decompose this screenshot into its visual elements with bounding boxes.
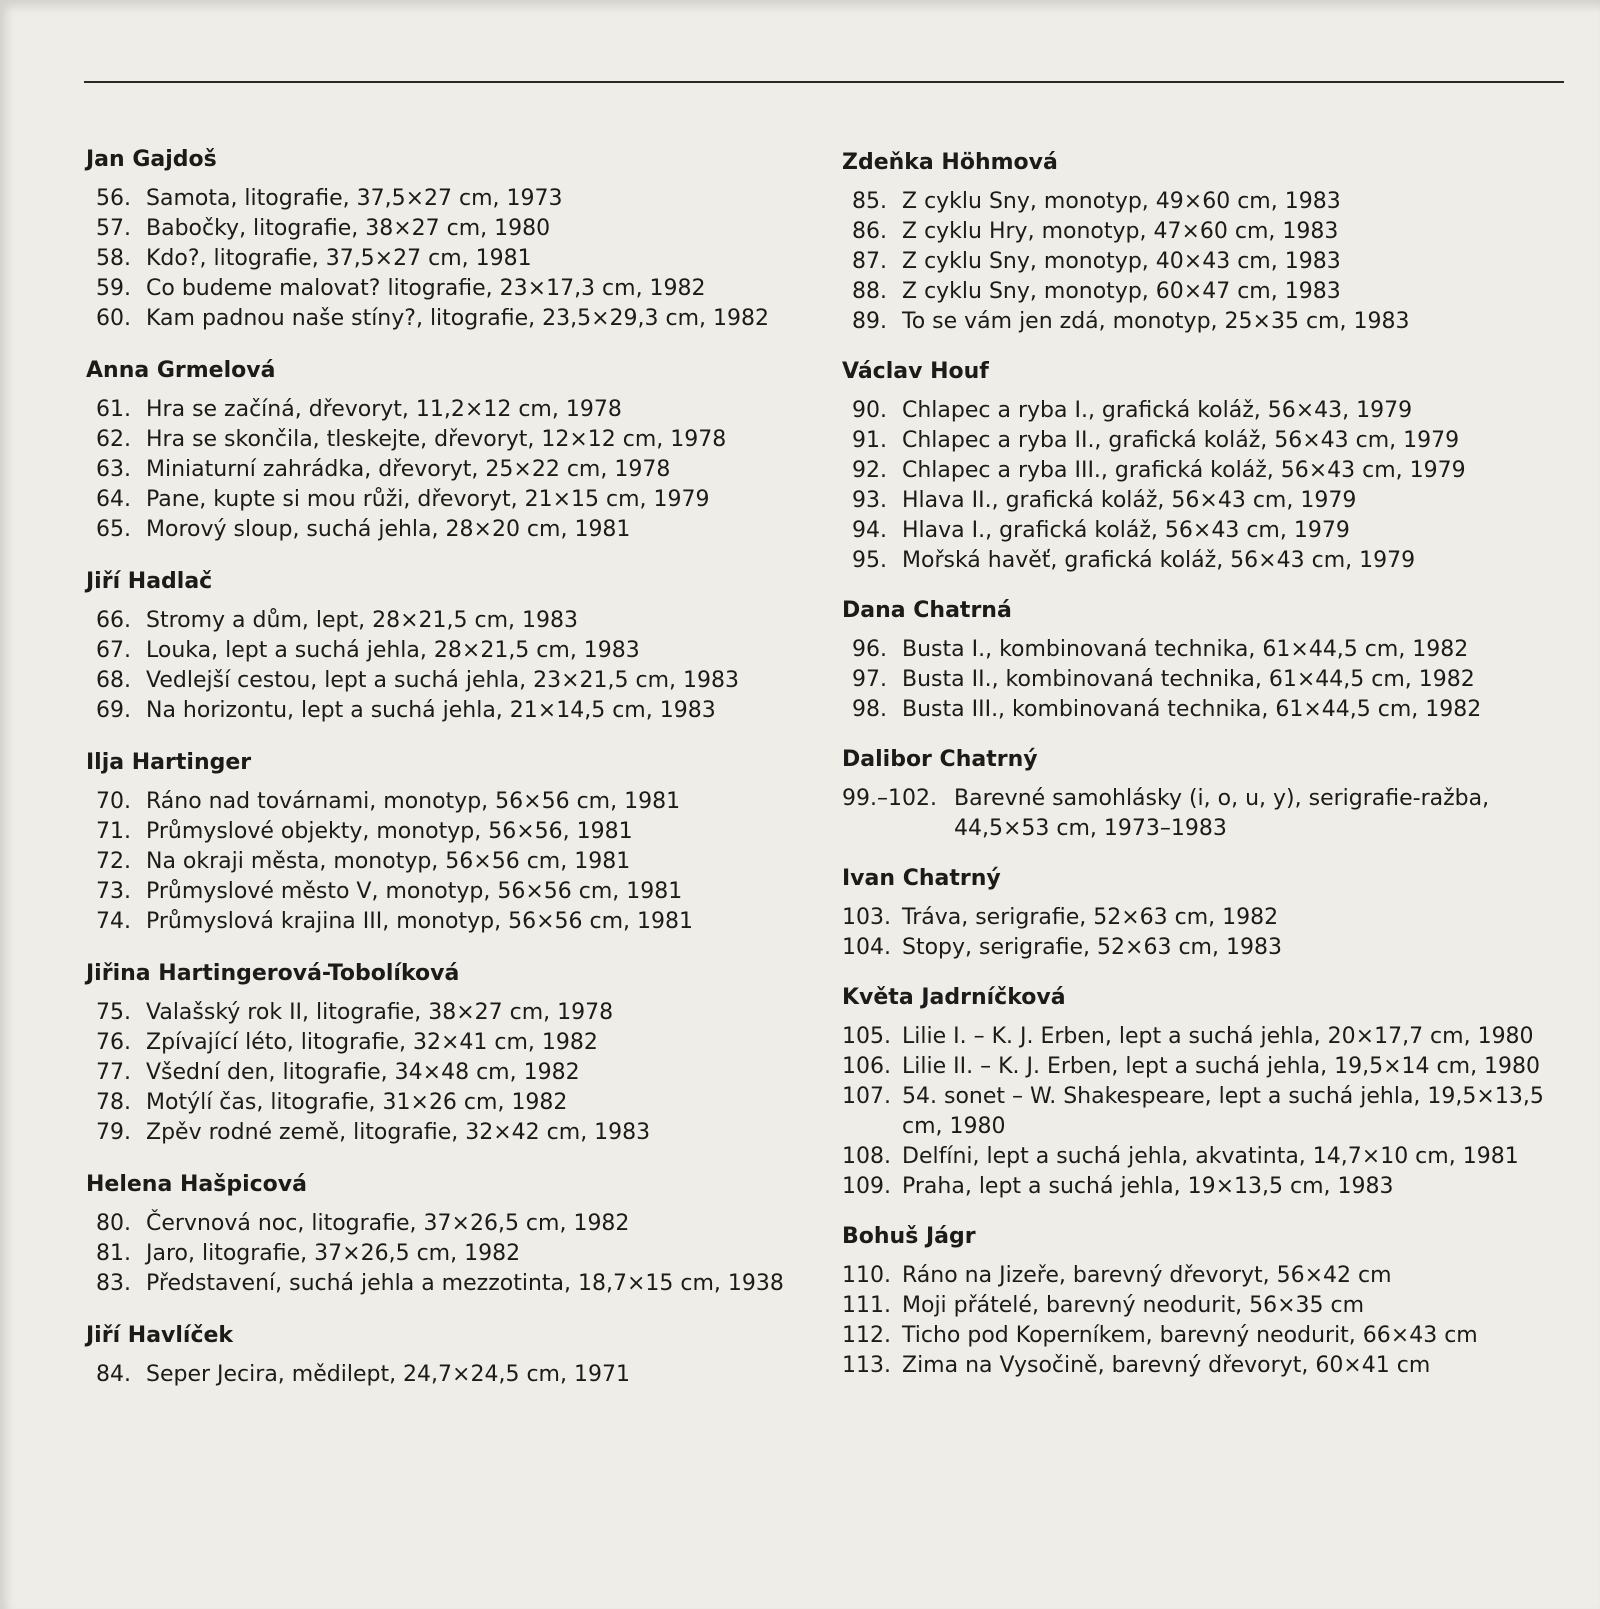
entry-text: Ticho pod Koperníkem, barevný neodurit, 66×43 cm (902, 1323, 1478, 1348)
entry-text: Pane, kupte si mou růži, dřevoryt, 21×15 cm, 1979 (146, 487, 710, 512)
entry-number: 90. (852, 398, 887, 423)
entry-number: 86. (852, 219, 887, 244)
entry-text: Motýlí čas, litografie, 31×26 cm, 1982 (146, 1090, 568, 1115)
entry-number: 93. (852, 488, 887, 513)
entry-text: Představení, suchá jehla a mezzotinta, 18,7×15 cm, 1938 (146, 1271, 784, 1296)
entry-number: 69. (96, 698, 131, 723)
artist-name: Květa Jadrníčková (842, 985, 1066, 1010)
entry-text: Co budeme malovat? litografie, 23×17,3 cm, 1982 (146, 276, 706, 301)
entry-text: Stopy, serigrafie, 52×63 cm, 1983 (902, 935, 1282, 960)
catalog-entry (86, 184, 816, 214)
artist-section (842, 357, 1572, 576)
works-list (842, 1022, 1572, 1202)
catalog-entry (842, 1052, 1572, 1082)
entry-number: 75. (96, 1000, 131, 1025)
catalog-entry (842, 247, 1572, 277)
artist-name: Ivan Chatrný (842, 866, 1001, 891)
artist-section (842, 1222, 1572, 1381)
catalog-entry (86, 455, 816, 485)
entry-number: 112. (842, 1323, 891, 1348)
catalog-entry (86, 847, 816, 877)
catalog-entry (86, 666, 816, 696)
works-list (86, 998, 816, 1148)
catalog-entry (86, 274, 816, 304)
entry-number: 62. (96, 427, 131, 452)
catalog-entry (842, 456, 1572, 486)
entry-text: Všední den, litografie, 34×48 cm, 1982 (146, 1060, 580, 1085)
catalog-entry (86, 485, 816, 515)
catalog-entry (86, 998, 816, 1028)
entry-number: 63. (96, 457, 131, 482)
works-list (842, 1261, 1572, 1381)
works-list (842, 635, 1572, 725)
entry-text: Zpěv rodné země, litografie, 32×42 cm, 1983 (146, 1120, 651, 1145)
entry-text: Červnová noc, litografie, 37×26,5 cm, 1982 (146, 1211, 630, 1236)
entry-number: 105. (842, 1024, 891, 1049)
entry-text: Průmyslová krajina III, monotyp, 56×56 cm, 1981 (146, 909, 694, 934)
entry-number: 110. (842, 1263, 891, 1288)
entry-number: 98. (852, 697, 887, 722)
artist-name: Zdeňka Höhmová (842, 150, 1058, 175)
catalog-entry (842, 426, 1572, 456)
works-list (842, 396, 1572, 576)
artist-section (842, 864, 1572, 963)
catalog-entry (86, 817, 816, 847)
entry-text: Lilie II. – K. J. Erben, lept a suchá jehla, 19,5×14 cm, 1980 (902, 1054, 1541, 1079)
entry-text: Moji přátelé, barevný neodurit, 56×35 cm (902, 1293, 1365, 1318)
entry-number: 56. (96, 186, 131, 211)
catalog-entry (86, 636, 816, 666)
entry-text: Zpívající léto, litografie, 32×41 cm, 1982 (146, 1030, 598, 1055)
entry-text: Zima na Vysočině, barevný dřevoryt, 60×41 cm (902, 1353, 1431, 1378)
catalog-entry (842, 933, 1572, 963)
catalog-entry (86, 1269, 816, 1299)
artist-section (86, 145, 816, 334)
entry-text: Hlava II., grafická koláž, 56×43 cm, 1979 (902, 488, 1357, 513)
catalog-entry (86, 304, 816, 334)
entry-text: Busta III., kombinovaná technika, 61×44,5 cm, 1982 (902, 697, 1482, 722)
works-list (86, 1360, 816, 1390)
works-list (86, 787, 816, 937)
entry-number: 57. (96, 216, 131, 241)
entry-number: 94. (852, 518, 887, 543)
catalog-entry (86, 1360, 816, 1390)
entry-text: 54. sonet – W. Shakespeare, lept a suchá jehla, 19,5×13,5 cm, 1980 (902, 1084, 1544, 1139)
entry-text: Barevné samohlásky (i, o, u, y), serigrafie-ražba, 44,5×53 cm, 1973–1983 (954, 786, 1490, 841)
entry-number: 109. (842, 1174, 891, 1199)
artist-name: Dana Chatrná (842, 598, 1012, 623)
works-list (842, 187, 1572, 337)
catalog-entry (842, 903, 1572, 933)
entry-text: Chlapec a ryba I., grafická koláž, 56×43, 1979 (902, 398, 1413, 423)
entry-number: 107. (842, 1084, 891, 1109)
catalog-entry (86, 606, 816, 636)
catalog-entry (842, 784, 1572, 844)
catalog-entry (86, 1209, 816, 1239)
artist-name: Jiřina Hartingerová-Tobolíková (86, 961, 460, 986)
catalog-entry (842, 486, 1572, 516)
entry-text: Mořská havěť, grafická koláž, 56×43 cm, 1979 (902, 548, 1416, 573)
entry-text: Miniaturní zahrádka, dřevoryt, 25×22 cm, 1978 (146, 457, 671, 482)
entry-number: 78. (96, 1090, 131, 1115)
entry-text: Tráva, serigrafie, 52×63 cm, 1982 (902, 905, 1279, 930)
entry-number: 96. (852, 637, 887, 662)
artist-section (842, 148, 1572, 337)
entry-number: 80. (96, 1211, 131, 1236)
entry-text: Kam padnou naše stíny?, litografie, 23,5×29,3 cm, 1982 (146, 306, 770, 331)
catalog-entry (86, 907, 816, 937)
catalog-entry (842, 695, 1572, 725)
artist-section (842, 983, 1572, 1202)
catalog-entry (86, 515, 816, 545)
entry-number: 91. (852, 428, 887, 453)
right-column (842, 148, 1572, 1381)
artist-section (86, 567, 816, 726)
entry-text: Delfíni, lept a suchá jehla, akvatinta, 14,7×10 cm, 1981 (902, 1144, 1519, 1169)
entry-text: Valašský rok II, litografie, 38×27 cm, 1978 (146, 1000, 614, 1025)
artist-name: Jan Gajdoš (86, 147, 217, 172)
entry-text: Praha, lept a suchá jehla, 19×13,5 cm, 1983 (902, 1174, 1394, 1199)
catalog-entry (86, 244, 816, 274)
entry-text: Hlava I., grafická koláž, 56×43 cm, 1979 (902, 518, 1350, 543)
catalog-entry (842, 1022, 1572, 1052)
entry-number: 104. (842, 935, 891, 960)
entry-text: Seper Jecira, mědilept, 24,7×24,5 cm, 1971 (146, 1362, 630, 1387)
artist-name: Anna Grmelová (86, 358, 276, 383)
catalog-entry (86, 1118, 816, 1148)
catalog-entry (842, 217, 1572, 247)
entry-number: 68. (96, 668, 131, 693)
entry-text: Z cyklu Sny, monotyp, 49×60 cm, 1983 (902, 189, 1341, 214)
works-list (86, 184, 816, 334)
entry-number: 73. (96, 879, 131, 904)
catalog-entry (842, 546, 1572, 576)
artist-section (86, 748, 816, 937)
catalog-entry (842, 516, 1572, 546)
entry-number: 81. (96, 1241, 131, 1266)
entry-number: 77. (96, 1060, 131, 1085)
catalog-entry (842, 635, 1572, 665)
artist-name: Václav Houf (842, 359, 989, 384)
catalog-entry (842, 187, 1572, 217)
entry-text: Stromy a dům, lept, 28×21,5 cm, 1983 (146, 608, 578, 633)
entry-text: Z cyklu Sny, monotyp, 40×43 cm, 1983 (902, 249, 1341, 274)
entry-number: 60. (96, 306, 131, 331)
artist-name: Ilja Hartinger (86, 750, 252, 775)
catalog-entry (86, 1028, 816, 1058)
catalog-entry (86, 1239, 816, 1269)
left-column (86, 145, 816, 1390)
entry-text: Na okraji města, monotyp, 56×56 cm, 1981 (146, 849, 631, 874)
entry-number: 79. (96, 1120, 131, 1145)
catalog-entry (842, 307, 1572, 337)
entry-number: 92. (852, 458, 887, 483)
entry-number: 103. (842, 905, 891, 930)
catalog-entry (86, 696, 816, 726)
entry-text: Průmyslové objekty, monotyp, 56×56, 1981 (146, 819, 633, 844)
entry-number: 59. (96, 276, 131, 301)
entry-number: 65. (96, 517, 131, 542)
entry-number: 64. (96, 487, 131, 512)
catalog-entry (842, 396, 1572, 426)
entry-text: Busta I., kombinovaná technika, 61×44,5 cm, 1982 (902, 637, 1469, 662)
entry-text: Busta II., kombinovaná technika, 61×44,5 cm, 1982 (902, 667, 1475, 692)
entry-number: 88. (852, 279, 887, 304)
entry-text: Z cyklu Hry, monotyp, 47×60 cm, 1983 (902, 219, 1339, 244)
works-list (86, 606, 816, 726)
works-list (842, 903, 1572, 963)
catalog-entry (842, 1142, 1572, 1172)
entry-text: Chlapec a ryba III., grafická koláž, 56×43 cm, 1979 (902, 458, 1466, 483)
entry-text: Morový sloup, suchá jehla, 28×20 cm, 1981 (146, 517, 631, 542)
catalog-entry (842, 1082, 1572, 1142)
catalog-entry (842, 665, 1572, 695)
artist-section (86, 1170, 816, 1299)
entry-text: Vedlejší cestou, lept a suchá jehla, 23×21,5 cm, 1983 (146, 668, 739, 693)
entry-number: 95. (852, 548, 887, 573)
entry-text: To se vám jen zdá, monotyp, 25×35 cm, 1983 (902, 309, 1410, 334)
catalog-entry (86, 425, 816, 455)
top-rule (84, 81, 1564, 83)
entry-number: 67. (96, 638, 131, 663)
entry-number: 74. (96, 909, 131, 934)
catalog-entry (86, 1058, 816, 1088)
artist-name: Jiří Hadlač (86, 569, 213, 594)
entry-text: Na horizontu, lept a suchá jehla, 21×14,5 cm, 1983 (146, 698, 716, 723)
entry-text: Ráno nad továrnami, monotyp, 56×56 cm, 1981 (146, 789, 681, 814)
entry-number: 87. (852, 249, 887, 274)
entry-number: 66. (96, 608, 131, 633)
entry-number: 113. (842, 1353, 891, 1378)
entry-number: 108. (842, 1144, 891, 1169)
catalog-entry (842, 277, 1572, 307)
entry-text: Lilie I. – K. J. Erben, lept a suchá jehla, 20×17,7 cm, 1980 (902, 1024, 1534, 1049)
catalog-entry (842, 1172, 1572, 1202)
entry-text: Ráno na Jizeře, barevný dřevoryt, 56×42 cm (902, 1263, 1392, 1288)
artist-section (86, 356, 816, 545)
entry-number: 76. (96, 1030, 131, 1055)
entry-text: Samota, litografie, 37,5×27 cm, 1973 (146, 186, 563, 211)
entry-text: Babočky, litografie, 38×27 cm, 1980 (146, 216, 551, 241)
catalog-entry (86, 214, 816, 244)
catalog-entry (86, 395, 816, 425)
entry-number: 99.–102. (842, 786, 937, 811)
entry-text: Průmyslové město V, monotyp, 56×56 cm, 1981 (146, 879, 683, 904)
entry-text: Hra se začíná, dřevoryt, 11,2×12 cm, 1978 (146, 397, 622, 422)
entry-number: 85. (852, 189, 887, 214)
catalog-entry (86, 787, 816, 817)
catalog-entry (842, 1291, 1572, 1321)
artist-section (86, 1321, 816, 1390)
artist-name: Jiří Havlíček (86, 1323, 234, 1348)
entry-number: 83. (96, 1271, 131, 1296)
entry-text: Hra se skončila, tleskejte, dřevoryt, 12×12 cm, 1978 (146, 427, 727, 452)
entry-number: 84. (96, 1362, 131, 1387)
artist-section (86, 959, 816, 1148)
entry-number: 111. (842, 1293, 891, 1318)
works-list (842, 784, 1572, 844)
entry-number: 72. (96, 849, 131, 874)
artist-section (842, 745, 1572, 844)
entry-number: 71. (96, 819, 131, 844)
artist-name: Dalibor Chatrný (842, 747, 1038, 772)
artist-name: Bohuš Jágr (842, 1224, 976, 1249)
artist-section (842, 596, 1572, 725)
catalog-entry (842, 1321, 1572, 1351)
catalog-entry (86, 1088, 816, 1118)
works-list (86, 1209, 816, 1299)
catalog-entry (842, 1351, 1572, 1381)
entry-text: Kdo?, litografie, 37,5×27 cm, 1981 (146, 246, 532, 271)
catalog-entry (86, 877, 816, 907)
works-list (86, 395, 816, 545)
entry-text: Chlapec a ryba II., grafická koláž, 56×43 cm, 1979 (902, 428, 1460, 453)
entry-text: Jaro, litografie, 37×26,5 cm, 1982 (146, 1241, 521, 1266)
entry-number: 61. (96, 397, 131, 422)
entry-number: 70. (96, 789, 131, 814)
entry-text: Louka, lept a suchá jehla, 28×21,5 cm, 1983 (146, 638, 640, 663)
entry-number: 58. (96, 246, 131, 271)
entry-number: 97. (852, 667, 887, 692)
entry-text: Z cyklu Sny, monotyp, 60×47 cm, 1983 (902, 279, 1341, 304)
entry-number: 106. (842, 1054, 891, 1079)
entry-number: 89. (852, 309, 887, 334)
artist-name: Helena Hašpicová (86, 1172, 307, 1197)
catalog-entry (842, 1261, 1572, 1291)
